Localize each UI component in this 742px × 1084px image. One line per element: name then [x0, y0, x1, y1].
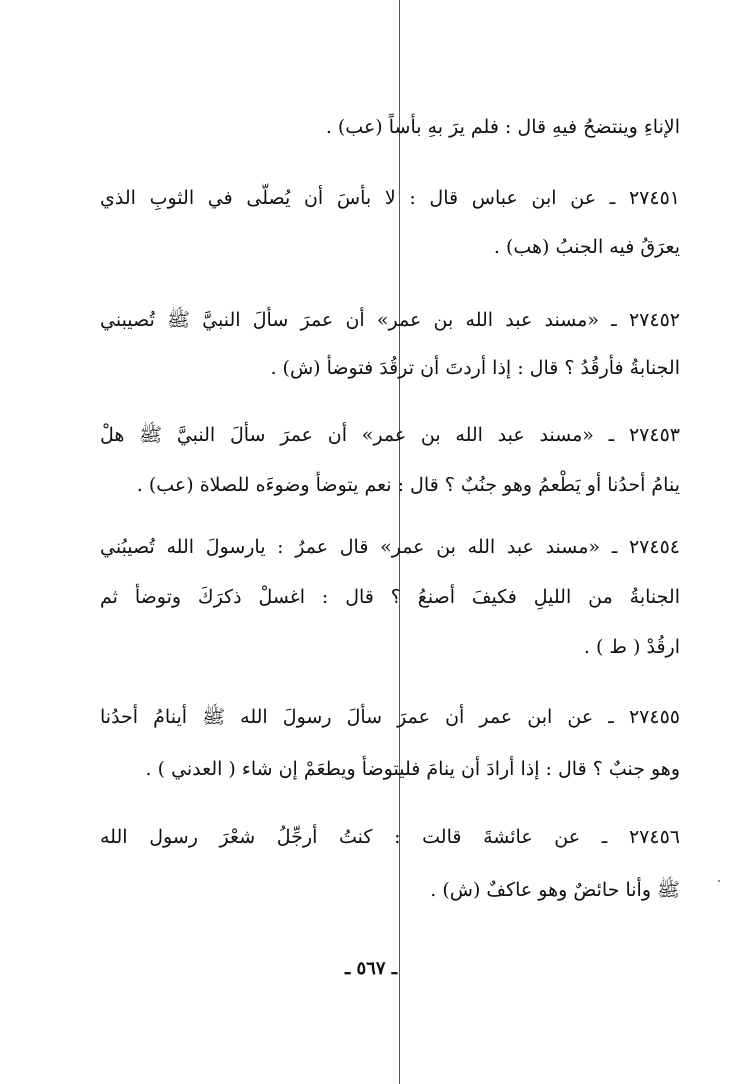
page-number: ـ ٥٦٧ ـ — [344, 958, 398, 979]
hadith-27452-line-2: الجنابةُ فأرقُدُ ؟ قال : إذا أردتَ أن ترقُدَ فتوضأ (ش) . — [270, 357, 680, 379]
hadith-27455-line-2: وهو جنبٌ ؟ قال : إذا أرادَ أن ينامَ فليتوضأ ويطعَمْ إن شاء ( العدني ) . — [145, 758, 680, 780]
hadith-27453-line-1: ٢٧٤٥٣ ـ «مسند عبد الله بن عمر» أن عمرَ سألَ النبيَّ ﷺ هلْ — [100, 424, 680, 446]
hadith-27451-line-1: ٢٧٤٥١ ـ عن ابن عباس قال : لا بأسَ أن يُصلَّى في الثوبِ الذي — [100, 187, 680, 209]
hadith-27454-line-2: الجنابةُ من الليلِ فكيفَ أصنعُ ؟ قال : اغسلْ ذكرَكَ وتوضأ ثم — [100, 586, 680, 608]
hadith-27456-line-2: ﷺ وأنا حائضٌ وهو عاكفٌ (ش) . — [430, 879, 680, 901]
hadith-27452-line-1: ٢٧٤٥٢ ـ «مسند عبد الله بن عمر» أن عمرَ سألَ النبيَّ ﷺ تُصيبني — [100, 309, 680, 331]
hadith-27453-line-2: ينامُ أحدُنا أو يَطْعمُ وهو جنُبٌ ؟ قال : نعم يتوضأُ وضوءَه للصلاة (عب) . — [136, 474, 680, 496]
scan-speck — [718, 880, 720, 882]
hadith-27454-line-3: ارقُدْ ( ط ) . — [583, 636, 680, 658]
hadith-27456-line-1: ٢٧٤٥٦ ـ عن عائشةَ قالت : كنتُ أرجِّلُ شعْرَ رسول الله — [100, 826, 680, 848]
hadith-27454-line-1: ٢٧٤٥٤ ـ «مسند عبد الله بن عمر» قال عمرُ : يارسولَ الله تُصيبُني — [100, 536, 680, 558]
hadith-27451-line-2: يعرَقُ فيه الجنبُ (هب) . — [493, 236, 680, 258]
hadith-27455-line-1: ٢٧٤٥٥ ـ عن ابن عمر أن عمرَ سألَ رسولَ الله ﷺ أينامُ أحدُنا — [100, 706, 680, 728]
text-line-1: الإناءِ وينتضحُ فيهِ قال : فلم يرَ بهِ بأساً (عب) . — [325, 116, 680, 138]
